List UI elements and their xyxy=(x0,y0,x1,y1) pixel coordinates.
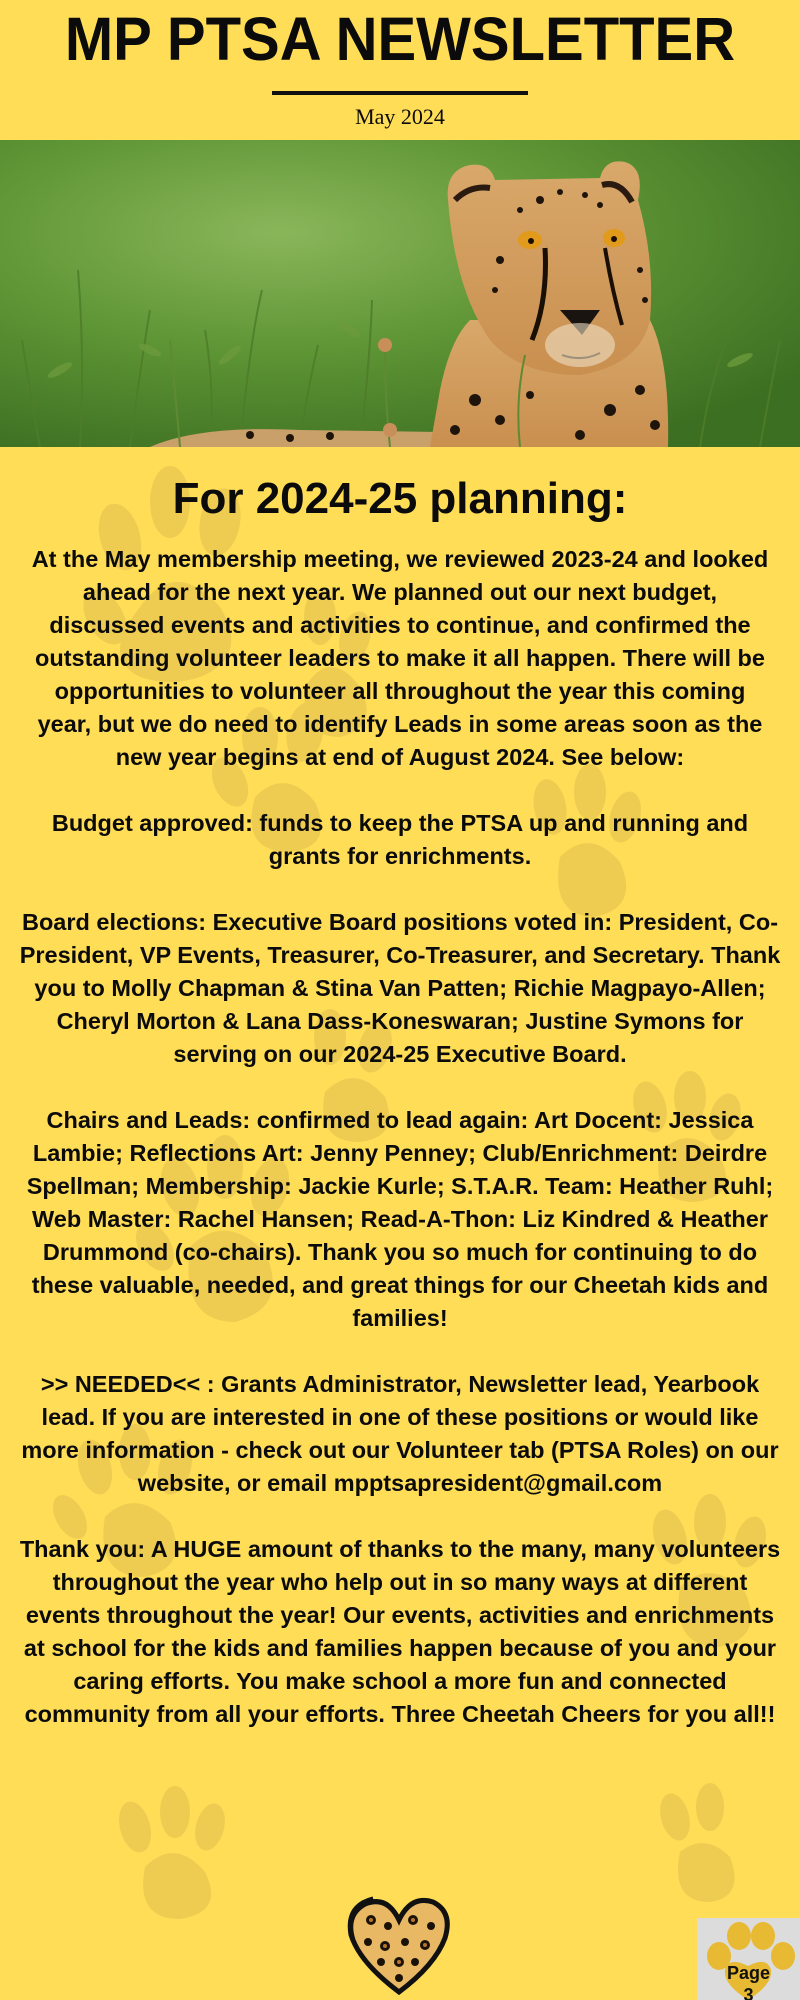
section-heading: For 2024-25 planning: xyxy=(172,474,628,523)
thank-you-paragraph: Thank you: A HUGE amount of thanks to the many, many volunteers throughout the year who help out in so many ways at different events throughout the year! Our events, activities and enrichments at school for the kids and families happen because of you and your caring efforts. You make school a more fun and connected community from all your efforts. Three Cheetah Cheers for you all!! xyxy=(19,1536,781,1727)
paw-print-icon xyxy=(655,1783,734,1902)
hero-cheetah-image xyxy=(0,140,800,447)
needed-paragraph: >> NEEDED<< : Grants Administrator, Newsletter lead, Yearbook lead. If you are interested in one of these positions or would like more information - check out our Volunteer tab (PTSA Roles) on our website, or email mpptsapresident@gmail.com xyxy=(21,1371,779,1496)
chairs-leads-paragraph: Chairs and Leads: confirmed to lead again: Art Docent: Jessica Lambie; Reflections Art: Jenny Penney; Club/Enrichment: Deirdre Spellman; Membership: Jackie Kurle; S.T.A.R. Team: Heather Ruhl; Web Master: Rachel Hansen; Read-A-Thon: Liz Kindred & Heather Drummond (co-chairs). Thank you so much for continuing to do these valuable, needed, and great things for our Cheetah kids and families! xyxy=(26,1107,774,1331)
leopard-heart-icon xyxy=(343,1890,455,1998)
page-number xyxy=(697,1962,800,2000)
cheetah-photo-illustration xyxy=(0,140,800,447)
newsletter-title: MP PTSA NEWSLETTER xyxy=(64,5,736,74)
paw-print-icon xyxy=(114,1786,230,1919)
page-number-value: 3 xyxy=(743,1985,754,2000)
newsletter-header xyxy=(0,0,800,140)
main-content xyxy=(0,447,800,1764)
title-divider xyxy=(272,91,528,95)
intro-paragraph: At the May membership meeting, we reviewed 2023-24 and looked ahead for the next year. We planned out our next budget, discussed events and activities to continue, and confirmed the outstanding volunteer leaders to make it all happen. There will be opportunities to volunteer all throughout the year this coming year, but we do need to identify Leads in some areas soon as the new year begins at end of August 2024. See below: xyxy=(31,546,769,770)
board-elections-paragraph: Board elections: Executive Board positions voted in: President, Co-President, VP Events, Treasurer, Co-Treasurer, and Secretary. Thank you to Molly Chapman & Stina Van Patten; Richie Magpayo-Allen; Cheryl Morton & Lana Dass-Koneswaran; Justine Symons for serving on our 2024-25 Executive Board. xyxy=(19,909,781,1067)
page-number-badge xyxy=(697,1918,800,2000)
budget-paragraph: Budget approved: funds to keep the PTSA up and running and grants for enrichments. xyxy=(51,810,749,869)
page-label: Page xyxy=(726,1963,771,1983)
newsletter-date: May 2024 xyxy=(355,104,445,129)
